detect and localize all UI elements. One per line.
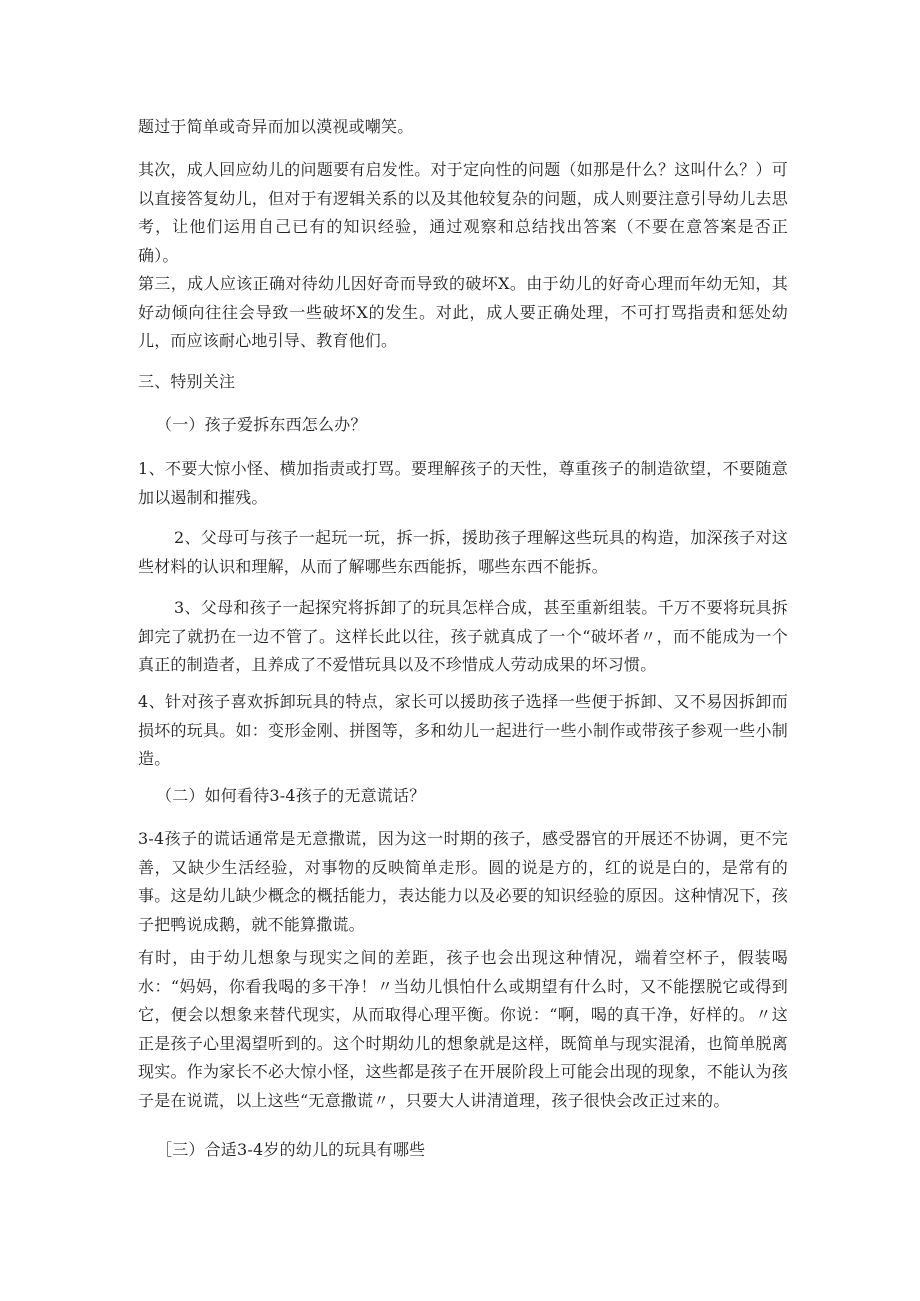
- subheading-suitable-toys: ［三）合适3-4岁的幼儿的玩具有哪些: [156, 1140, 426, 1159]
- subheading-unintentional-lies: （二）如何看待3-4孩子的无意谎话？: [156, 786, 426, 805]
- list-item-4: 4、针对孩子喜欢拆卸玩具的特点，家长可以援助孩子选择一些便于拆卸、又不易因拆卸而损坏的玩具。如：变形金刚、拼图等，多和幼儿一起进行一些小制作或带孩子参观一些小制造。: [138, 692, 788, 768]
- list-item-3: 3、父母和孩子一起探究将拆卸了的玩具怎样合成，甚至重新组装。千万不要将玩具拆卸完了就扔在一边不管了。这样长此以往，孩子就真成了一个“破坏者〃，而不能成为一个真正的制造者，且养成了不爱惜玩具以及不珍惜成人劳动成果的坏习惯。: [138, 598, 788, 674]
- list-item-1: 1、不要大惊小怪、横加指责或打骂。要理解孩子的天性，尊重孩子的制造欲望，不要随意加以遏制和摧残。: [138, 459, 788, 507]
- paragraph-lies-explanation: 3-4孩子的谎话通常是无意撒谎，因为这一时期的孩子，感受器官的开展还不协调，更不完善，又缺少生活经验，对事物的反映简单走形。圆的说是方的，红的说是白的，是常有的事。这是幼儿缺少概念的概括能力，表达能力以及必要的知识经验的原因。这种情况下，孩子把鸭说成鹅，就不能算撒谎。: [138, 829, 788, 934]
- list-item-2: 2、父母可与孩子一起玩一玩，拆一拆，援助孩子理解这些玩具的构造，加深孩子对这些材料的认识和理解，从而了解哪些东西能拆，哪些东西不能拆。: [138, 528, 788, 576]
- paragraph-third-point: 第三，成人应该正确对待幼儿因好奇而导致的破坏X。由于幼儿的好奇心理而年幼无知，其好动倾向往往会导致一些破坏X的发生。对此，成人要正确处理，不可打骂指责和惩处幼儿，而应该耐心地引导、教育他们。: [138, 274, 788, 350]
- paragraph-continuation: 题过于简单或奇异而加以漠视或嘲笑。: [138, 117, 414, 136]
- subheading-disassembling-things: （一）孩子爱拆东西怎么办？: [156, 415, 367, 434]
- section-heading-special-attention: 三、特别关注: [138, 372, 236, 391]
- paragraph-second-point: 其次，成人回应幼儿的问题要有启发性。对于定向性的问题（如那是什么？这叫什么？）可以直接答复幼儿，但对于有逻辑关系的以及其他较复杂的问题，成人则要注意引导幼儿去思考，让他们运用自己已有的知识经验，通过观察和总结找出答案（不要在意答案是否正确）。: [138, 160, 788, 265]
- paragraph-imagination-reality: 有时，由于幼儿想象与现实之间的差距，孩子也会出现这种情况，端着空杯子，假装喝水：“妈妈，你看我喝的多干净！〃当幼儿惧怕什么或期望有什么时，又不能摆脱它或得到它，便会以想象来替代现实，从而取得心理平衡。你说：“啊，喝的真干净，好样的。〃这正是孩子心里渴望听到的。这个时期幼儿的想象就是这样，既简单与现实混淆，也简单脱离现实。作为家长不必大惊小怪，这些都是孩子在开展阶段上可能会出现的现象，不能认为孩子是在说谎，以上这些“无意撒谎〃，只要大人讲清道理，孩子很快会改正过来的。: [138, 948, 788, 1110]
